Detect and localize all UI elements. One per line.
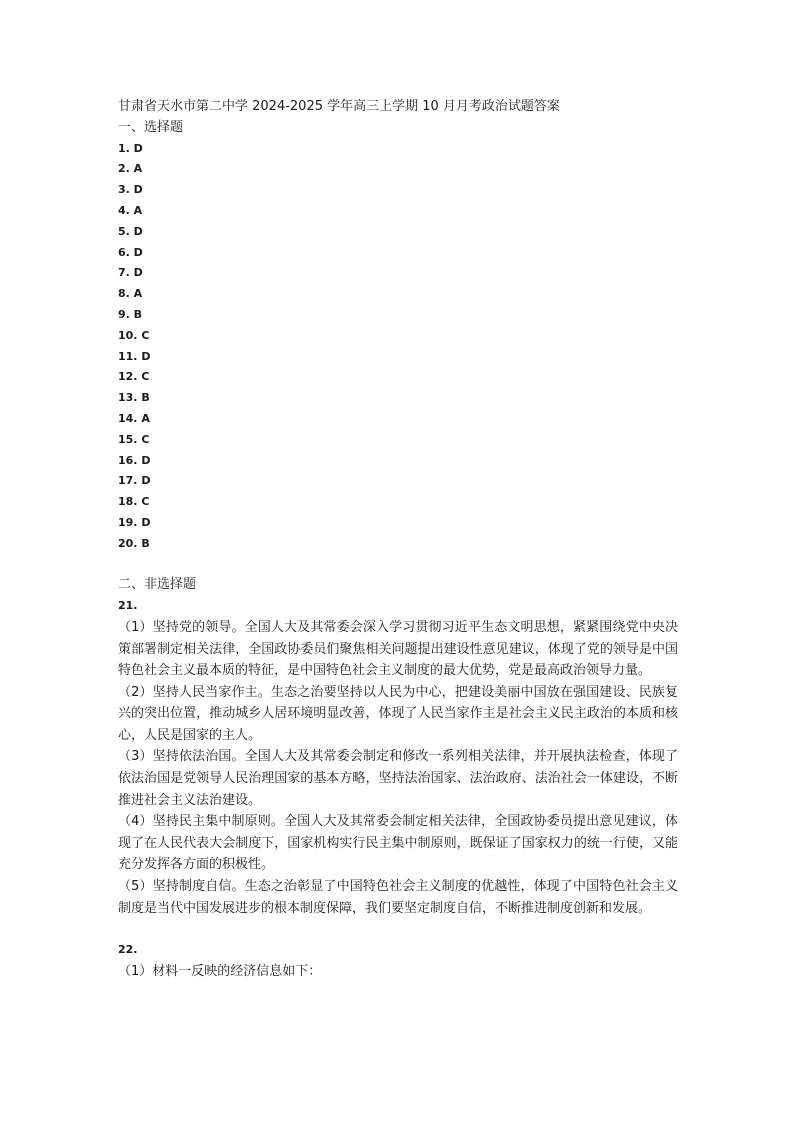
answer-list	[118, 139, 678, 555]
answer-item: 14. A	[118, 411, 150, 425]
q21-paragraph-4: （4）坚持民主集中制原则。全国人大及其常委会制定相关法律，全国政协委员提出意见建议，体现了在人民代表大会制度下，国家机构实行民主集中制原则，既保证了国家权力的统一行使，又能充分发挥各方面的积极性。	[118, 814, 678, 873]
answer-item: 10. C	[118, 328, 150, 342]
answer-item: 3. D	[118, 183, 143, 197]
spacer	[118, 919, 678, 940]
answer-item: 20. B	[118, 536, 150, 550]
answer-item: 12. C	[118, 370, 150, 384]
answer-item: 1. D	[118, 141, 143, 155]
answer-item: 5. D	[118, 224, 143, 238]
answer-item: 17. D	[118, 474, 151, 488]
section-heading-choice: 一、选择题	[118, 119, 184, 135]
q21-paragraph-1: （1）坚持党的领导。全国人大及其常委会深入学习贯彻习近平生态文明思想，紧紧围绕党中央决策部署制定相关法律，全国政协委员们聚焦相关问题提出建设性意见建议，体现了党的领导是中国特色社会主义最本质的特征，是中国特色社会主义制度的最大优势，党是最高政治领导力量。	[118, 619, 678, 679]
answer-item: 4. A	[118, 203, 143, 217]
answer-item: 8. A	[118, 287, 143, 301]
q22-paragraph-1: （1）材料一反映的经济信息如下：	[118, 963, 322, 979]
question-number-22: 22.	[118, 943, 138, 957]
answer-document	[118, 97, 678, 982]
answer-item: 11. D	[118, 349, 151, 363]
answer-item: 18. C	[118, 495, 150, 509]
question-number-21: 21.	[118, 599, 138, 613]
document-title: 甘肃省天水市第二中学 2024-2025 学年高三上学期 10 月月考政治试题答案	[118, 99, 560, 114]
answer-item: 2. A	[118, 162, 143, 176]
answer-item: 7. D	[118, 266, 143, 280]
q21-paragraph-2: （2）坚持人民当家作主。生态之治要坚持以人民为中心，把建设美丽中国放在强国建设、民族复兴的突出位置，推动城乡人居环境明显改善，体现了人民当家作主是社会主义民主政治的本质和核心，人民是国家的主人。	[118, 684, 678, 743]
answer-item: 6. D	[118, 245, 143, 259]
answer-item: 19. D	[118, 515, 151, 529]
answer-item: 16. D	[118, 453, 151, 467]
answer-item: 13. B	[118, 391, 150, 405]
answer-item: 9. B	[118, 307, 143, 321]
q21-paragraph-3: （3）坚持依法治国。全国人大及其常委会制定和修改一系列相关法律，并开展执法检查，体现了依法治国是党领导人民治理国家的基本方略，坚持法治国家、法治政府、法治社会一体建设，不断推进社会主义法治建设。	[118, 749, 678, 808]
answer-item: 15. C	[118, 432, 150, 446]
q21-paragraph-5: （5）坚持制度自信。生态之治彰显了中国特色社会主义制度的优越性，体现了中国特色社会主义制度是当代中国发展进步的根本制度保障，我们要坚定制度自信，不断推进制度创新和发展。	[118, 879, 678, 916]
spacer	[118, 555, 678, 576]
section-heading-nonchoice: 二、非选择题	[118, 577, 197, 593]
